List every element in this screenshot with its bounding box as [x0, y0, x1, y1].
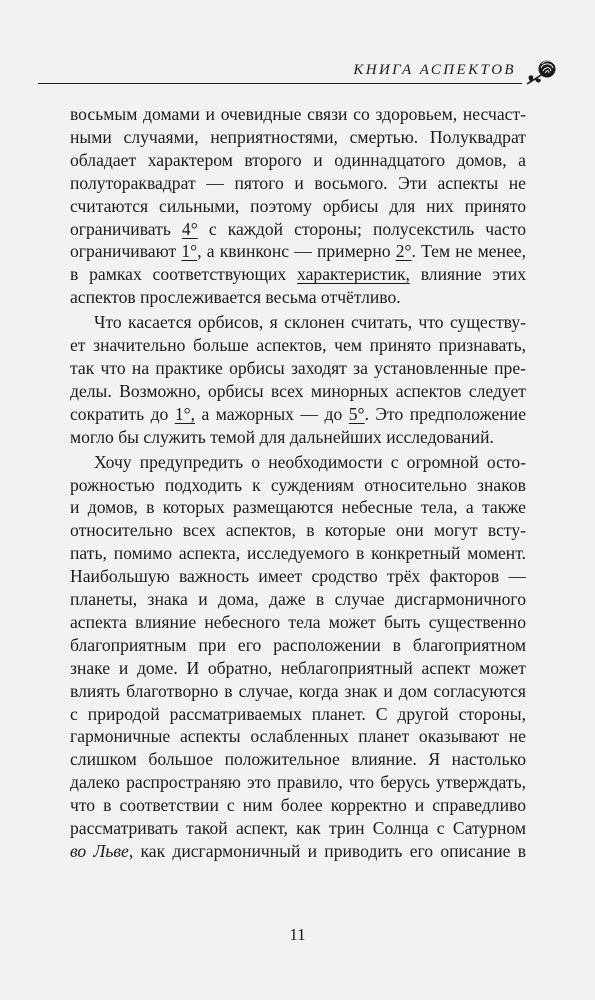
paragraph-2	[70, 311, 526, 448]
minor-orb-degree: 1°,	[174, 403, 196, 424]
text-line: благоприятным при его расположении в благоприятном	[70, 634, 526, 655]
text-line: в рамках соответствующих характеристик, влияние этих	[70, 264, 526, 285]
paragraph-1	[70, 103, 526, 309]
orb-2-degrees: 2°	[395, 241, 412, 262]
text-line: сократить до 1°, а мажорных — до 5°. Это предположение	[70, 403, 527, 424]
text-line: во Льве, как дисгармоничный и приводить его описание в	[70, 841, 526, 861]
text-line: аспекта влияние небесного тела может быть существенно	[70, 611, 526, 632]
text-line: с природой рассматриваемых планет. С другой стороны,	[70, 703, 526, 724]
paragraph-3	[70, 451, 526, 863]
text-line: делы. Возможно, орбисы всех минорных аспектов следует	[70, 380, 526, 401]
text-line: Наибольшую важность имеет сродство трёх факторов —	[70, 566, 526, 587]
orb-4-degrees: 4°	[181, 218, 198, 239]
text-line: могло бы служить темой для дальнейших исследований.	[70, 426, 494, 447]
text-line: и домов, в которых размещаются небесные тела, а также	[70, 497, 526, 518]
page-body	[70, 103, 526, 863]
running-header-title: КНИГА АСПЕКТОВ	[353, 62, 516, 78]
text-line: знаке и доме. И обратно, неблагоприятный аспект может	[70, 657, 526, 678]
text-line: ограничивать 4° с каждой стороны; полусекстиль часто	[70, 218, 526, 239]
text-line: рассматривать такой аспект, как трин Солнца с Сатурном	[70, 818, 526, 839]
text-line: что в соответствии с ним более корректно и справедливо	[70, 795, 526, 816]
text-line: ет значительно больше аспектов, чем принято признавать,	[70, 335, 526, 356]
in-leo-italic: во Льве	[70, 841, 129, 861]
text-line: гармоничные аспекты ослабленных планет оказывают не	[70, 726, 526, 747]
text-line: полутораквадрат — пятого и восьмого. Эти аспекты не	[70, 172, 526, 193]
header-rule	[38, 83, 522, 84]
text-line: так что на практике орбисы заходят за установленные пре-	[70, 357, 526, 378]
page-number: 11	[289, 925, 306, 944]
running-header	[38, 56, 558, 92]
text-line: пать, помимо аспекта, исследуемого в конкретный момент.	[70, 543, 526, 564]
text-line: ограничивают 1°, а квинконс — примерно 2°. Тем не менее,	[70, 241, 526, 262]
text-line: планеты, знака и дома, даже в случае дисгармоничного	[70, 589, 526, 610]
text-line: относительно всех аспектов, в которые они могут всту-	[70, 520, 526, 541]
characteristics-word: характеристик,	[297, 264, 410, 285]
text-line: аспектов прослеживается весьма отчётливо.	[70, 287, 401, 308]
text-line: Что касается орбисов, я склонен считать, что существу-	[94, 312, 526, 333]
orb-1-degree: 1°	[181, 241, 198, 262]
major-orb-degree: 5°	[348, 403, 365, 424]
text-line: далеко распространяю это правило, что берусь утверждать,	[70, 772, 526, 793]
text-line: слишком большое положительное влияние. Я настолько	[70, 749, 526, 770]
text-line: считаются сильными, поэтому орбисы для них принято	[70, 195, 526, 216]
text-line: восьмым домами и очевидные связи со здоровьем, несчаст-	[70, 104, 526, 124]
rose-icon	[524, 58, 558, 88]
text-line: ными случаями, неприятностями, смертью. Полуквадрат	[70, 126, 526, 147]
text-line: Хочу предупредить о необходимости с огромной осто-	[94, 451, 526, 472]
text-line: рожностью подходить к суждениям относительно знаков	[70, 474, 526, 495]
text-line: влиять благотворно в случае, когда знак и дом согласуются	[70, 680, 526, 701]
text-line: обладает характером второго и одиннадцатого домов, а	[70, 149, 526, 170]
